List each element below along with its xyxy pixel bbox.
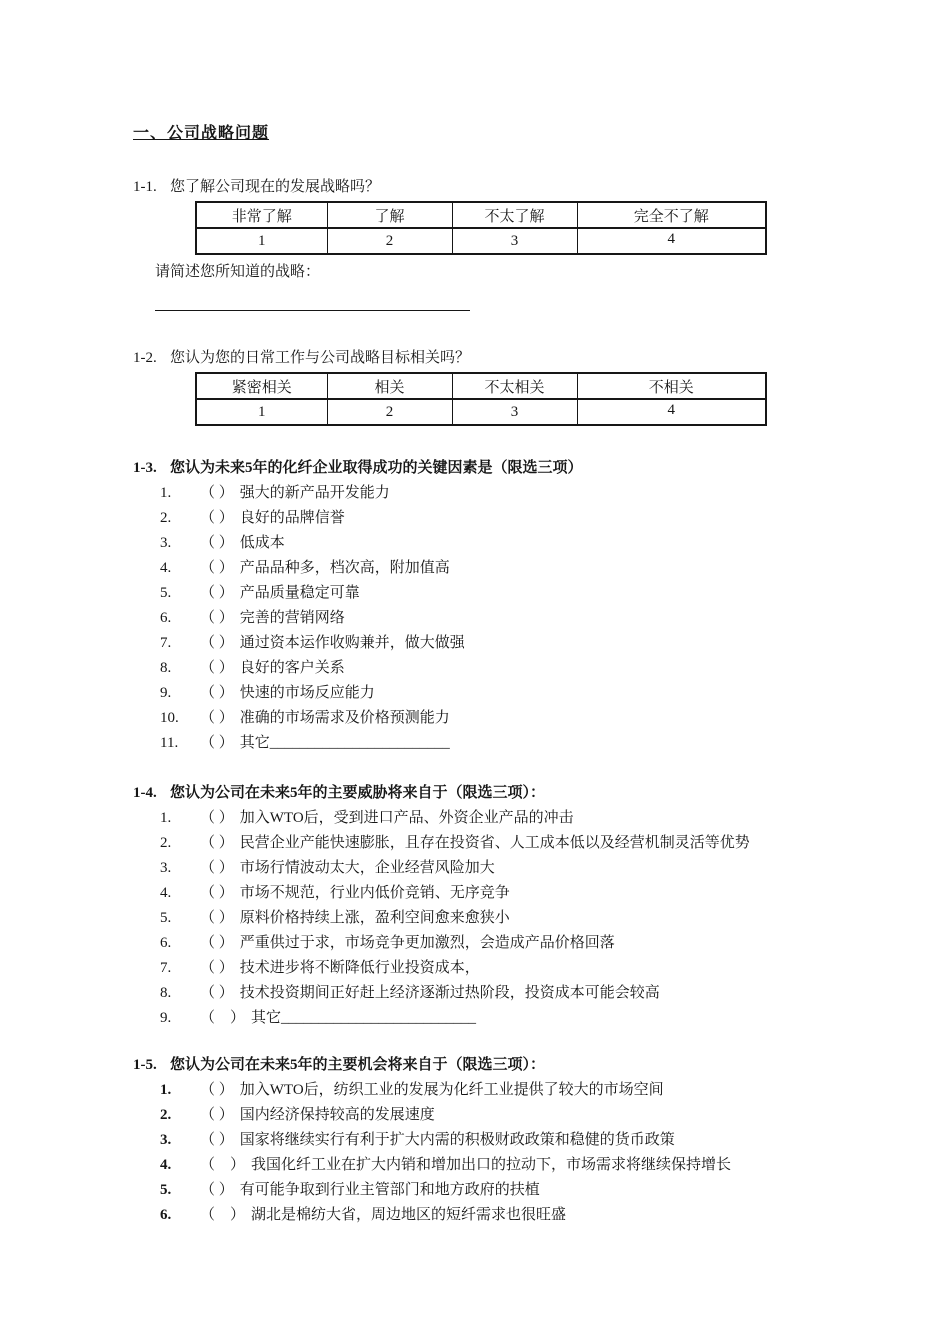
item-number: 1. [160,485,172,501]
list-item [133,1203,890,1228]
item-text: 我国化纤工业在扩大内销和增加出口的拉动下，市场需求将继续保持增长 [251,1157,732,1173]
item-text: 产品品种多，档次高，附加值高 [239,560,450,576]
question-1-4 [133,783,890,1031]
question-1-4-head [133,783,890,803]
list-item [133,481,890,506]
list-item [133,556,890,581]
question-text: 您认为未来5年的化纤企业取得成功的关键因素是（限选三项） [170,460,583,476]
scale-value-cell[interactable]: 3 [452,399,577,425]
item-number: 3. [160,860,172,876]
question-1-2-head [133,348,890,368]
item-text: 技术进步将不断降低行业投资成本， [239,960,480,976]
list-item [133,681,890,706]
item-text: 市场行情波动太大，企业经营风险加大 [239,860,495,876]
question-number: 1-5. [133,1057,157,1073]
answer-blank-line[interactable] [155,297,470,311]
checkbox-parens[interactable]: （ ） [200,1157,246,1173]
item-number: 7. [160,960,172,976]
question-number: 1-1. [133,179,157,195]
checkbox-parens[interactable]: （ ） [200,885,234,901]
list-item [133,1178,890,1203]
scale-header-cell: 不相关 [577,373,766,399]
question-number: 1-3. [133,460,157,476]
item-number: 4. [160,1157,172,1173]
item-text: 低成本 [239,535,285,551]
checkbox-parens[interactable]: （ ） [200,985,234,1001]
item-text: 产品质量稳定可靠 [239,585,360,601]
item-number: 2. [160,835,172,851]
checkbox-parens[interactable]: （ ） [200,960,234,976]
list-item [133,581,890,606]
question-1-1-head [133,177,890,197]
item-number: 6. [160,610,172,626]
item-text: 准确的市场需求及价格预测能力 [239,710,450,726]
item-text: 良好的客户关系 [239,660,345,676]
scale-value-cell[interactable]: 2 [327,399,452,425]
item-text: 市场不规范，行业内低价竞销、无序竞争 [239,885,510,901]
checkbox-parens[interactable]: （ ） [200,935,234,951]
item-number: 1. [160,810,172,826]
answer-scale-table-1-1 [195,201,767,255]
item-number: 4. [160,885,172,901]
item-number: 7. [160,635,172,651]
item-number: 4. [160,560,172,576]
question-number: 1-4. [133,785,157,801]
item-number: 5. [160,910,172,926]
list-item [133,856,890,881]
item-text: 强大的新产品开发能力 [239,485,390,501]
question-1-5-head [133,1055,890,1075]
list-item [133,656,890,681]
scale-value-cell[interactable]: 4 [577,228,766,254]
checkbox-parens[interactable]: （ ） [200,1182,234,1198]
item-text: 有可能争取到行业主管部门和地方政府的扶植 [239,1182,540,1198]
checkbox-parens[interactable]: （ ） [200,485,234,501]
question-text: 您认为您的日常工作与公司战略目标相关吗？ [170,350,471,366]
item-text: 湖北是棉纺大省，周边地区的短纤需求也很旺盛 [251,1207,567,1223]
scale-header-cell: 不太相关 [452,373,577,399]
checkbox-parens[interactable]: （ ） [200,1132,234,1148]
item-number: 3. [160,1132,172,1148]
item-text: 完善的营销网络 [239,610,345,626]
item-number: 9. [160,1010,172,1026]
question-1-5 [133,1055,890,1228]
checkbox-parens[interactable]: （ ） [200,810,234,826]
question-text: 您了解公司现在的发展战略吗？ [170,179,381,195]
item-text: 良好的品牌信誉 [239,510,345,526]
item-text: 国内经济保持较高的发展速度 [239,1107,435,1123]
checkbox-parens[interactable]: （ ） [200,910,234,926]
scale-header-row [196,373,766,399]
question-text: 您认为公司在未来5年的主要机会将来自于（限选三项）： [170,1057,546,1073]
scale-header-row [196,202,766,228]
item-number: 2. [160,510,172,526]
checkbox-parens[interactable]: （ ） [200,585,234,601]
item-number: 1. [160,1082,172,1098]
scale-value-cell[interactable]: 1 [196,228,327,254]
question-1-2 [133,348,890,426]
list-item [133,606,890,631]
scale-value-cell[interactable]: 1 [196,399,327,425]
item-text-with-blank[interactable]: 其它________________________ [239,735,450,751]
checkbox-parens[interactable]: （ ） [200,660,234,676]
checkbox-parens[interactable]: （ ） [200,735,234,751]
checkbox-parens[interactable]: （ ） [200,1207,246,1223]
list-item [133,931,890,956]
scale-value-row [196,399,766,425]
item-number: 5. [160,1182,172,1198]
checkbox-parens[interactable]: （ ） [200,535,234,551]
scale-value-cell[interactable]: 2 [327,228,452,254]
list-item [133,706,890,731]
scale-value-cell[interactable]: 4 [577,399,766,425]
scale-header-cell: 完全不了解 [577,202,766,228]
item-text: 通过资本运作收购兼并，做大做强 [239,635,465,651]
question-text: 您认为公司在未来5年的主要威胁将来自于（限选三项）： [170,785,546,801]
item-text: 技术投资期间正好赶上经济逐渐过热阶段，投资成本可能会较高 [239,985,660,1001]
list-item [133,956,890,981]
item-text: 民营企业产能快速膨胀，且存在投资省、人工成本低以及经营机制灵活等优势 [239,835,750,851]
list-item [133,1006,890,1031]
list-item [133,731,890,756]
item-text: 原料价格持续上涨，盈利空间愈来愈狭小 [239,910,510,926]
item-text: 国家将继续实行有利于扩大内需的积极财政政策和稳健的货币政策 [239,1132,675,1148]
checkbox-parens[interactable]: （ ） [200,1107,234,1123]
list-item [133,906,890,931]
item-text: 加入WTO后，受到进口产品、外资企业产品的冲击 [239,810,574,826]
checkbox-parens[interactable]: （ ） [200,860,234,876]
scale-header-cell: 非常了解 [196,202,327,228]
list-item [133,831,890,856]
checkbox-parens[interactable]: （ ） [200,510,234,526]
checkbox-parens[interactable]: （ ） [200,635,234,651]
list-item [133,881,890,906]
checkbox-parens[interactable]: （ ） [200,1082,234,1098]
list-item [133,1153,890,1178]
question-number: 1-2. [133,350,157,366]
list-item [133,531,890,556]
section-title: 一、公司战略问题 [133,125,270,142]
item-number: 11. [160,735,179,751]
checkbox-parens[interactable]: （ ） [200,710,234,726]
item-number: 5. [160,585,172,601]
item-number: 9. [160,685,172,701]
item-text: 加入WTO后，纺织工业的发展为化纤工业提供了较大的市场空间 [239,1082,664,1098]
item-number: 2. [160,1107,172,1123]
list-item [133,1128,890,1153]
list-item [133,981,890,1006]
checkbox-parens[interactable]: （ ） [200,835,234,851]
list-item [133,1078,890,1103]
scale-header-cell: 不太了解 [452,202,577,228]
list-item [133,506,890,531]
list-item [133,1103,890,1128]
checkbox-parens[interactable]: （ ） [200,1010,246,1026]
checkbox-parens[interactable]: （ ） [200,560,234,576]
scale-header-cell: 紧密相关 [196,373,327,399]
item-number: 6. [160,1207,172,1223]
scale-value-cell[interactable]: 3 [452,228,577,254]
question-1-1 [133,177,890,311]
item-number: 10. [160,710,179,726]
scale-header-cell: 了解 [327,202,452,228]
answer-scale-table-1-2 [195,372,767,426]
scale-header-cell: 相关 [327,373,452,399]
item-text-with-blank[interactable]: 其它__________________________ [251,1010,477,1026]
checkbox-parens[interactable]: （ ） [200,685,234,701]
scale-value-row [196,228,766,254]
item-number: 8. [160,985,172,1001]
question-1-3-head [133,458,890,478]
note-text: 请简述您所知道的战略： [155,264,321,280]
list-item [133,806,890,831]
question-1-3 [133,458,890,756]
item-text: 严重供过于求，市场竞争更加激烈，会造成产品价格回落 [239,935,615,951]
item-text: 快速的市场反应能力 [239,685,375,701]
item-number: 8. [160,660,172,676]
list-item [133,631,890,656]
item-number: 3. [160,535,172,551]
item-number: 6. [160,935,172,951]
checkbox-parens[interactable]: （ ） [200,610,234,626]
